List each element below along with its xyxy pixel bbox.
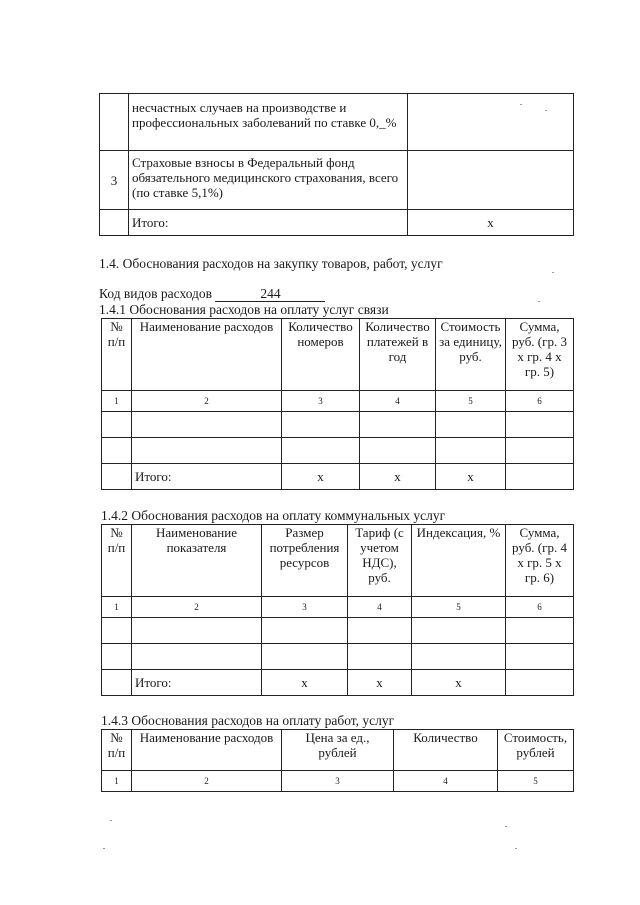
column-number-row <box>102 391 574 412</box>
column-number: 5 <box>412 597 506 618</box>
header-cell: Количество платежей в год <box>360 319 436 391</box>
column-number: 2 <box>132 391 282 412</box>
total-cell: x <box>412 670 506 696</box>
expense-code-value: 244 <box>215 286 325 302</box>
header-row <box>102 525 574 597</box>
header-cell: Тариф (с учетом НДС), руб. <box>348 525 412 597</box>
scan-speck <box>515 848 517 849</box>
column-number: 2 <box>132 597 262 618</box>
header-cell: Наименование расходов <box>132 319 282 391</box>
scan-speck <box>538 301 540 302</box>
header-cell: Размер потребления ресурсов <box>262 525 348 597</box>
header-cell: № п/п <box>102 319 132 391</box>
column-number: 4 <box>394 771 498 792</box>
column-number-row <box>102 771 574 792</box>
insurance-table <box>99 93 574 236</box>
table-row <box>102 438 574 464</box>
column-number: 3 <box>282 391 360 412</box>
total-cell: x <box>348 670 412 696</box>
scan-speck <box>545 110 547 111</box>
total-value: x <box>408 210 574 236</box>
table-row <box>102 412 574 438</box>
total-cell <box>102 464 132 490</box>
subsection-title: 1.4.3 Обоснования расходов на оплату работ, услуг <box>101 713 395 728</box>
scan-speck <box>552 272 554 273</box>
column-number-row <box>102 597 574 618</box>
total-row <box>102 464 574 490</box>
scan-speck <box>505 826 507 827</box>
section-title: 1.4. Обоснования расходов на закупку товаров, работ, услуг <box>99 256 443 271</box>
header-cell: Количество <box>394 730 498 771</box>
subsection-title: 1.4.1 Обоснования расходов на оплату услуг связи <box>99 302 389 317</box>
total-label: Итого: <box>132 464 282 490</box>
total-cell <box>506 670 574 696</box>
column-number: 5 <box>498 771 574 792</box>
expense-code-label: Код видов расходов <box>99 286 213 301</box>
header-cell: Наименование показателя <box>132 525 262 597</box>
table-row <box>100 151 574 210</box>
total-cell <box>102 670 132 696</box>
scan-speck <box>520 104 522 105</box>
utilities-table <box>101 524 574 696</box>
row-text: Страховые взносы в Федеральный фонд обязательного медицинского страхования, всего (по ставке 5,1%) <box>129 151 408 210</box>
subsection-title: 1.4.2 Обоснования расходов на оплату коммунальных услуг <box>101 508 446 523</box>
table-row <box>102 644 574 670</box>
header-cell: Сумма, руб. (гр. 3 х гр. 4 х гр. 5) <box>506 319 574 391</box>
column-number: 6 <box>506 597 574 618</box>
column-number: 1 <box>102 771 132 792</box>
column-number: 4 <box>348 597 412 618</box>
header-cell: Сумма, руб. (гр. 4 х гр. 5 х гр. 6) <box>506 525 574 597</box>
column-number: 5 <box>436 391 506 412</box>
row-number: 3 <box>100 151 129 210</box>
column-number: 6 <box>506 391 574 412</box>
scan-speck <box>110 820 112 821</box>
total-cell: x <box>436 464 506 490</box>
expense-code-line <box>99 286 325 302</box>
header-cell: № п/п <box>102 730 132 771</box>
scan-speck <box>103 848 105 849</box>
total-cell <box>506 464 574 490</box>
column-number: 4 <box>360 391 436 412</box>
header-cell: Индексация, % <box>412 525 506 597</box>
total-row <box>100 210 574 236</box>
total-label: Итого: <box>132 670 262 696</box>
header-cell: Количество номеров <box>282 319 360 391</box>
header-cell: Стоимость, рублей <box>498 730 574 771</box>
row-value <box>408 94 574 151</box>
column-number: 2 <box>132 771 282 792</box>
row-value <box>408 151 574 210</box>
column-number: 1 <box>102 391 132 412</box>
header-cell: № п/п <box>102 525 132 597</box>
header-cell: Наименование расходов <box>132 730 282 771</box>
header-row <box>102 730 574 771</box>
header-cell: Стоимость за единицу, руб. <box>436 319 506 391</box>
table-row <box>100 94 574 151</box>
total-row <box>102 670 574 696</box>
total-cell: x <box>282 464 360 490</box>
communication-table <box>101 318 574 490</box>
row-number <box>100 94 129 151</box>
works-services-table <box>101 729 574 792</box>
column-number: 3 <box>262 597 348 618</box>
row-text: несчастных случаев на производстве и профессиональных заболеваний по ставке 0,_% <box>129 94 408 151</box>
column-number: 1 <box>102 597 132 618</box>
total-label: Итого: <box>129 210 408 236</box>
header-row <box>102 319 574 391</box>
table-row <box>102 618 574 644</box>
column-number: 3 <box>282 771 394 792</box>
row-number <box>100 210 129 236</box>
header-cell: Цена за ед., рублей <box>282 730 394 771</box>
total-cell: x <box>262 670 348 696</box>
total-cell: x <box>360 464 436 490</box>
